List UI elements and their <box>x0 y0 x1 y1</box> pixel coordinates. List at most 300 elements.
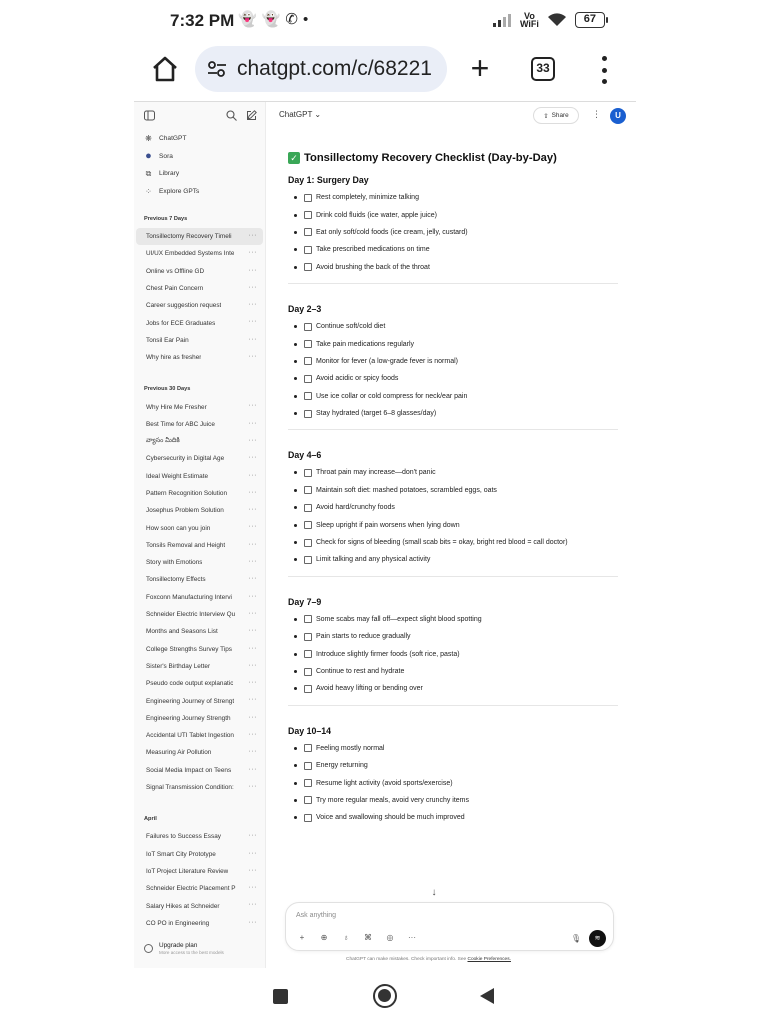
chat-options-icon[interactable]: ··· <box>248 832 257 840</box>
dot-icon: • <box>302 11 309 28</box>
chat-item-label: Jobs for ECE Graduates <box>146 319 216 327</box>
whatsapp-icon: ✆ <box>285 11 298 28</box>
clock: 7:32 PM <box>170 11 235 30</box>
chat-item-label: UI/UX Embedded Systems Inte <box>146 250 235 258</box>
checklist-item <box>288 259 618 276</box>
sidebar-chat-item[interactable] <box>136 349 263 366</box>
prompt-input[interactable]: Ask anything <box>296 912 337 919</box>
checklist-item-text: Continue to rest and hydrate <box>316 668 405 675</box>
checkbox-icon <box>304 539 312 547</box>
chat-item-label: Signal Transmission Condition: <box>146 784 234 792</box>
disclaimer-text: ChatGPT can make mistakes. Check important info. See <box>346 957 467 962</box>
chat-options-icon[interactable]: ··· <box>248 523 257 531</box>
checklist-item <box>288 405 618 422</box>
checkbox-icon <box>304 486 312 494</box>
checklist-item <box>288 241 618 258</box>
chat-item-label: Tonsillectomy Recovery Timeli <box>146 233 232 241</box>
sidebar-chat-item[interactable] <box>136 897 263 914</box>
sidebar-nav-label: Library <box>159 170 180 178</box>
sidebar-header <box>134 102 265 128</box>
bullet-icon <box>294 799 297 802</box>
checklist-item-text: Avoid acidic or spicy foods <box>316 375 399 383</box>
sidebar-chat-item[interactable] <box>136 280 263 297</box>
checklist-item-text: Stay hydrated (target 6–8 glasses/day) <box>316 410 437 418</box>
chat-options-icon[interactable]: ··· <box>248 609 257 617</box>
chat-item-label: How soon can you join <box>146 524 211 532</box>
sidebar-chat-item[interactable] <box>136 744 263 761</box>
chat-item-label: Tonsils Removal and Height <box>146 541 226 549</box>
checklist-item <box>288 388 618 405</box>
checklist-item <box>288 680 618 697</box>
checklist-item <box>288 645 618 662</box>
composer-tools <box>296 933 418 942</box>
chat-options-icon[interactable]: ··· <box>248 713 257 721</box>
chat-item-label: Why Hire Me Fresher <box>146 403 207 411</box>
chat-options-icon[interactable]: ··· <box>248 644 257 652</box>
bullet-icon <box>294 764 297 767</box>
checkbox-icon <box>304 762 312 770</box>
sidebar-chat-item[interactable] <box>136 297 263 314</box>
bullet-icon <box>294 816 297 819</box>
address-bar[interactable] <box>195 46 447 92</box>
checklist-item <box>288 224 618 241</box>
checklist-item <box>288 499 618 516</box>
checklist-item-text: Energy returning <box>316 762 368 770</box>
sidebar-section-title: April <box>144 816 157 823</box>
sidebar-chat-item[interactable] <box>136 314 263 331</box>
sidebar-chat-item[interactable] <box>136 880 263 897</box>
bullet-icon <box>294 360 297 363</box>
battery-icon: 67 <box>575 12 605 28</box>
sidebar-chat-item[interactable] <box>136 450 263 467</box>
browser-menu-icon[interactable] <box>596 56 612 84</box>
checklist-item-text: Maintain soft diet: mashed potatoes, scrambled eggs, oats <box>316 486 497 494</box>
checklist-item-text: Monitor for fever (a low-grade fever is normal) <box>316 357 458 365</box>
bullet-icon <box>294 325 297 328</box>
chat-item-label: Measuring Air Pollution <box>146 749 212 757</box>
checklist-item-text: Try more regular meals, avoid very crunchy items <box>316 796 470 804</box>
chat-options-icon[interactable]: ··· <box>248 884 257 892</box>
sidebar-chat-item[interactable] <box>136 710 263 727</box>
upgrade-title: Upgrade plan <box>159 942 198 949</box>
checkbox-icon <box>304 779 312 787</box>
checkbox-icon <box>304 340 312 348</box>
recents-button[interactable] <box>273 989 288 1004</box>
checklist-item <box>288 206 618 223</box>
checkbox-icon <box>304 668 312 676</box>
sidebar-nav-item[interactable] <box>134 130 265 148</box>
sidebar-nav-label: Sora <box>159 152 173 160</box>
chat-item-label: Chest Pain Concern <box>146 285 204 293</box>
checklist-item-text: Some scabs may fall off—expect slight blood spotting <box>316 615 482 623</box>
upgrade-plan-button[interactable] <box>144 942 224 955</box>
scroll-down-arrow-icon[interactable]: ↓ <box>431 887 437 898</box>
checkbox-icon <box>304 410 312 418</box>
checklist-item <box>288 757 618 774</box>
deep-research-icon[interactable]: ⌘ <box>364 933 372 942</box>
checkbox-icon <box>304 650 312 658</box>
chat-options-icon[interactable]: ··· <box>248 454 257 462</box>
chat-options-icon[interactable]: ··· <box>248 918 257 926</box>
sidebar-chat-item[interactable] <box>136 416 263 433</box>
chat-item-label: Months and Seasons List <box>146 628 218 636</box>
chat-options-icon[interactable]: ··· <box>248 232 257 239</box>
checklist-item-text: Feeling mostly normal <box>316 744 385 752</box>
chat-item-label: Career suggestion request <box>146 302 222 310</box>
chat-options-icon[interactable]: ··· <box>248 488 257 496</box>
sidebar-section-title: Previous 7 Days <box>144 216 188 222</box>
sidebar-chat-item[interactable] <box>136 828 263 845</box>
chat-options-icon[interactable]: ··· <box>248 748 257 756</box>
sidebar-nav <box>134 128 265 200</box>
sidebar-nav-label: Explore GPTs <box>159 187 200 195</box>
sidebar-chat-item[interactable] <box>136 846 263 863</box>
chat-item-label: Schneider Electric Interview Qu <box>146 611 236 619</box>
chat-options-icon[interactable]: ··· <box>248 353 257 361</box>
chat-item-label: Schneider Electric Placement P <box>146 885 236 893</box>
chat-header <box>266 102 636 130</box>
checklist-item-text: Avoid heavy lifting or bending over <box>316 685 423 693</box>
bullet-icon <box>294 343 297 346</box>
bullet-icon <box>294 541 297 544</box>
volte-indicator <box>520 12 539 28</box>
checkbox-icon <box>304 323 312 331</box>
browser-toolbar <box>0 42 768 98</box>
sidebar-chat-item[interactable] <box>136 692 263 709</box>
sidebar-chat-item[interactable] <box>136 863 263 880</box>
disclaimer <box>346 957 511 962</box>
message-composer <box>285 902 614 951</box>
checklist-item <box>288 189 618 206</box>
bullet-icon <box>294 558 297 561</box>
bullet-icon <box>294 670 297 673</box>
chat-options-icon[interactable]: ··· <box>248 335 257 343</box>
image-icon[interactable]: ◎ <box>386 933 394 942</box>
new-chat-icon[interactable] <box>246 110 257 121</box>
notification-icons <box>238 11 308 29</box>
sidebar-section-title: Previous 30 Days <box>144 386 191 393</box>
bullet-icon <box>294 231 297 234</box>
checklist-item-text: Check for signs of bleeding (small scab bits = okay, bright red blood = call doctor) <box>316 539 568 547</box>
voice-mode-icon[interactable]: ≋ <box>589 930 606 947</box>
checklist-item-text: Eat only soft/cold foods (ice cream, jelly, custard) <box>316 228 468 236</box>
sidebar <box>134 102 266 968</box>
chat-item-label: Accidental UTI Tablet Ingestion <box>146 732 234 740</box>
sidebar-chat-item[interactable] <box>136 468 263 485</box>
sidebar-chat-item[interactable] <box>136 623 263 640</box>
globe-icon[interactable]: ⊕ <box>320 933 328 942</box>
sidebar-nav-item[interactable] <box>134 183 265 201</box>
bullet-icon <box>294 635 297 638</box>
chat-item-label: Salary Hikes at Schneider <box>146 902 220 910</box>
chat-item-label: Engineering Journey of Strengt <box>146 697 235 705</box>
checklist-item <box>288 353 618 370</box>
sidebar-chat-item[interactable] <box>136 554 263 571</box>
phone-status-bar <box>0 0 768 42</box>
chat-options-icon[interactable]: ··· <box>248 679 257 687</box>
chat-item-label: Online vs Offline GD <box>146 267 205 275</box>
bullet-icon <box>294 377 297 380</box>
assistant-message <box>288 149 618 827</box>
chat-options-icon[interactable]: ··· <box>248 901 257 909</box>
chat-options-icon[interactable]: ··· <box>248 592 257 600</box>
chat-item-label: Social Media Impact on Teens <box>146 766 232 774</box>
checklist-item-text: Drink cold fluids (ice water, apple juice) <box>316 211 437 219</box>
tab-switcher-button[interactable]: 33 <box>531 57 555 81</box>
checkbox-icon <box>304 211 312 219</box>
checklist-item-text: Pain starts to reduce gradually <box>316 633 411 641</box>
checklist-title-text: Tonsillectomy Recovery Checklist (Day-by-Day) <box>304 152 557 164</box>
model-selector[interactable]: ChatGPT ⌄ <box>279 110 322 119</box>
chat-item-label: IoT Smart City Prototype <box>146 850 216 858</box>
day-heading: Day 4–6 <box>288 450 322 461</box>
signal-icon <box>492 13 512 27</box>
cookie-preferences-link[interactable]: Cookie Preferences. <box>467 957 511 962</box>
sidebar-chat-item[interactable] <box>136 606 263 623</box>
checkbox-icon <box>304 228 312 236</box>
day-heading: Day 2–3 <box>288 303 322 314</box>
chat-item-label: Pattern Recognition Solution <box>146 490 228 497</box>
chat-options-icon[interactable]: ··· <box>248 506 257 514</box>
checklist-item-text: Introduce slightly firmer foods (soft rice, pasta) <box>316 650 460 658</box>
chat-options-icon[interactable]: ··· <box>248 765 257 773</box>
sidebar-chat-item[interactable] <box>136 263 263 280</box>
check-mark-icon: ✓ <box>288 152 300 164</box>
back-button[interactable] <box>480 988 494 1004</box>
library-icon: ⧉ <box>145 168 152 178</box>
checklist-item-text: Limit talking and any physical activity <box>316 556 431 564</box>
checklist-item <box>288 809 618 826</box>
checklist-item <box>288 628 618 645</box>
chat-options-icon[interactable]: ··· <box>248 436 257 444</box>
chat-item-label: Sister's Birthday Letter <box>146 662 211 670</box>
checklist-item-text: Avoid brushing the back of the throat <box>316 263 430 271</box>
more-tools-icon[interactable]: ··· <box>408 933 416 942</box>
sidebar-chat-item[interactable] <box>136 915 263 932</box>
checkbox-icon <box>304 246 312 254</box>
chat-options-icon[interactable]: ··· <box>248 301 257 309</box>
bullet-icon <box>294 471 297 474</box>
checklist-item <box>288 534 618 551</box>
new-tab-button[interactable]: + <box>470 50 490 86</box>
upgrade-icon <box>144 944 153 953</box>
chat-options-icon[interactable]: ··· <box>248 266 257 274</box>
checkbox-icon <box>304 633 312 641</box>
wifi-label: WiFi <box>520 19 539 29</box>
chat-item-label: Foxconn Manufacturing Intervi <box>146 593 232 601</box>
checklist-item-text: Use ice collar or cold compress for neck/ear pain <box>316 392 468 400</box>
lightbulb-icon[interactable]: ♁ <box>343 933 349 942</box>
system-indicators <box>492 12 605 28</box>
chat-item-label: వ్యాసం మీదికి <box>146 437 180 445</box>
sidebar-nav-item[interactable] <box>134 165 265 183</box>
sidebar-chat-item[interactable] <box>136 658 263 675</box>
bullet-icon <box>294 412 297 415</box>
chat-item-label: Tonsil Ear Pain <box>146 336 189 344</box>
sidebar-chat-item[interactable] <box>136 537 263 554</box>
chat-item-label: Tonsillectomy Effects <box>146 576 206 584</box>
chat-options-icon[interactable]: ··· <box>248 249 257 257</box>
checklist-item <box>288 774 618 791</box>
checklist-item <box>288 611 618 628</box>
bullet-icon <box>294 489 297 492</box>
checklist-item-text: Throat pain may increase—don't panic <box>316 469 436 477</box>
checkbox-icon <box>304 504 312 512</box>
chatgpt-logo-icon: ❋ <box>145 134 152 144</box>
chat-options-icon[interactable]: ··· <box>248 866 257 874</box>
bullet-icon <box>294 395 297 398</box>
sidebar-chat-item[interactable] <box>136 332 263 349</box>
chat-options-icon[interactable]: ··· <box>248 782 257 790</box>
checkbox-icon <box>304 194 312 202</box>
chat-item-label: IoT Project Literature Review <box>146 867 229 875</box>
chat-options-icon[interactable]: ··· <box>248 731 257 739</box>
chat-options-icon[interactable]: ··· <box>248 540 257 548</box>
home-button[interactable] <box>373 984 397 1008</box>
checkbox-icon <box>304 814 312 822</box>
checkbox-icon <box>304 615 312 623</box>
sidebar-chat-item[interactable] <box>136 228 263 245</box>
bullet-icon <box>294 214 297 217</box>
share-label: Share <box>551 112 569 119</box>
bullet-icon <box>294 747 297 750</box>
chat-options-icon[interactable]: ··· <box>248 849 257 857</box>
checkbox-icon <box>304 392 312 400</box>
checklist-item <box>288 464 618 481</box>
grid-icon: ⁘ <box>145 186 152 196</box>
sidebar-chat-item[interactable] <box>136 589 263 606</box>
bullet-icon <box>294 506 297 509</box>
day-heading: Day 7–9 <box>288 596 322 607</box>
checkbox-icon <box>304 796 312 804</box>
bullet-icon <box>294 687 297 690</box>
checklist-item-text: Resume light activity (avoid sports/exercise) <box>316 779 453 787</box>
chatgpt-page <box>134 101 636 968</box>
chat-options-icon[interactable]: ··· <box>248 696 257 704</box>
sora-icon: ● <box>145 150 152 163</box>
chat-options-icon[interactable]: ··· <box>248 627 257 635</box>
checklist-item <box>288 792 618 809</box>
add-icon[interactable]: + <box>299 933 305 942</box>
checkbox-icon <box>304 263 312 271</box>
search-icon[interactable] <box>226 110 237 121</box>
chat-options-icon[interactable]: ··· <box>248 318 257 326</box>
checklist-item <box>288 482 618 499</box>
checklist-item <box>288 663 618 680</box>
chat-item-label: CO PO in Engineering <box>146 919 210 927</box>
main-panel <box>266 102 636 968</box>
chat-item-label: Ideal Weight Estimate <box>146 472 209 480</box>
microphone-icon[interactable]: 🎙 <box>571 934 582 943</box>
bullet-icon <box>294 782 297 785</box>
sidebar-chat-item[interactable] <box>136 398 263 415</box>
share-icon: ⇪ <box>543 112 549 120</box>
home-icon[interactable] <box>150 54 180 84</box>
sidebar-chat-item[interactable] <box>136 433 263 450</box>
avatar[interactable]: U <box>610 108 626 124</box>
site-settings-icon[interactable] <box>207 59 227 79</box>
chat-item-label: Josephus Problem Solution <box>146 507 224 515</box>
day-sections <box>288 167 618 827</box>
sidebar-chat-item[interactable] <box>136 571 263 588</box>
chat-item-label: Pseudo code output explanatic <box>146 680 234 688</box>
sidebar-chat-item[interactable] <box>136 779 263 796</box>
chat-item-label: Why hire as fresher <box>146 354 202 362</box>
snapchat-icon: 👻 <box>261 11 281 28</box>
sidebar-chat-item[interactable] <box>136 485 263 502</box>
sidebar-chat-item[interactable] <box>136 519 263 536</box>
sidebar-chat-item[interactable] <box>136 245 263 262</box>
bullet-icon <box>294 653 297 656</box>
checklist-item <box>288 318 618 335</box>
chat-item-label: Cybersecurity in Digital Age <box>146 455 225 463</box>
checklist-item-text: Avoid hard/crunchy foods <box>316 504 395 512</box>
checklist-item <box>288 551 618 568</box>
bullet-icon <box>294 196 297 199</box>
checkbox-icon <box>304 357 312 365</box>
chat-item-label: Best Time for ABC Juice <box>146 420 215 428</box>
checklist-item-text: Take pain medications regularly <box>316 340 415 348</box>
bullet-icon <box>294 248 297 251</box>
chat-options-icon[interactable]: ··· <box>248 575 257 583</box>
checklist-item-text: Rest completely, minimize talking <box>316 194 419 202</box>
chat-history <box>134 200 265 932</box>
sidebar-nav-label: ChatGPT <box>159 135 187 143</box>
checklist-item-text: Sleep upright if pain worsens when lying down <box>316 521 460 529</box>
url-text: chatgpt.com/c/68221 <box>237 57 432 80</box>
chat-options-icon[interactable]: ··· <box>248 419 257 427</box>
checkbox-icon <box>304 469 312 477</box>
checklist-item-text: Voice and swallowing should be much improved <box>316 814 465 822</box>
sidebar-chat-item[interactable] <box>136 502 263 519</box>
checkbox-icon <box>304 744 312 752</box>
chat-options-icon[interactable]: ··· <box>248 558 257 566</box>
toggle-sidebar-icon[interactable] <box>144 110 155 121</box>
android-nav-bar <box>0 975 768 1024</box>
checklist-item-text: Continue soft/cold diet <box>316 323 386 331</box>
sidebar-chat-item[interactable] <box>136 675 263 692</box>
chat-item-label: College Strengths Survey Tips <box>146 645 232 653</box>
bullet-icon <box>294 524 297 527</box>
checklist-item <box>288 516 618 533</box>
sidebar-chat-item[interactable] <box>136 641 263 658</box>
day-heading: Day 1: Surgery Day <box>288 175 369 185</box>
chat-options-icon[interactable]: ··· <box>248 283 257 291</box>
day-heading: Day 10–14 <box>288 725 332 736</box>
sidebar-chat-item[interactable] <box>136 762 263 779</box>
checklist-item-text: Take prescribed medications on time <box>316 246 430 254</box>
chat-options-icon[interactable]: ··· <box>248 402 257 410</box>
chat-item-label: Story with Emotions <box>146 559 203 567</box>
volte-label: Vo <box>524 11 535 21</box>
sidebar-nav-item[interactable] <box>134 148 265 166</box>
checkbox-icon <box>304 521 312 529</box>
checklist-title <box>288 149 618 167</box>
chat-item-label: Failures to Success Essay <box>146 833 221 841</box>
snapchat-icon: 👻 <box>238 11 257 28</box>
share-button[interactable] <box>533 107 579 124</box>
checklist-item <box>288 740 618 757</box>
checkbox-icon <box>304 375 312 383</box>
sidebar-chat-item[interactable] <box>136 727 263 744</box>
more-options-icon[interactable]: ⋮ <box>592 109 601 119</box>
bullet-icon <box>294 266 297 269</box>
checkbox-icon <box>304 556 312 564</box>
upgrade-subtitle: More access to the best models <box>159 950 224 955</box>
checklist-item <box>288 335 618 352</box>
chat-options-icon[interactable]: ··· <box>248 471 257 479</box>
chat-options-icon[interactable]: ··· <box>248 661 257 669</box>
